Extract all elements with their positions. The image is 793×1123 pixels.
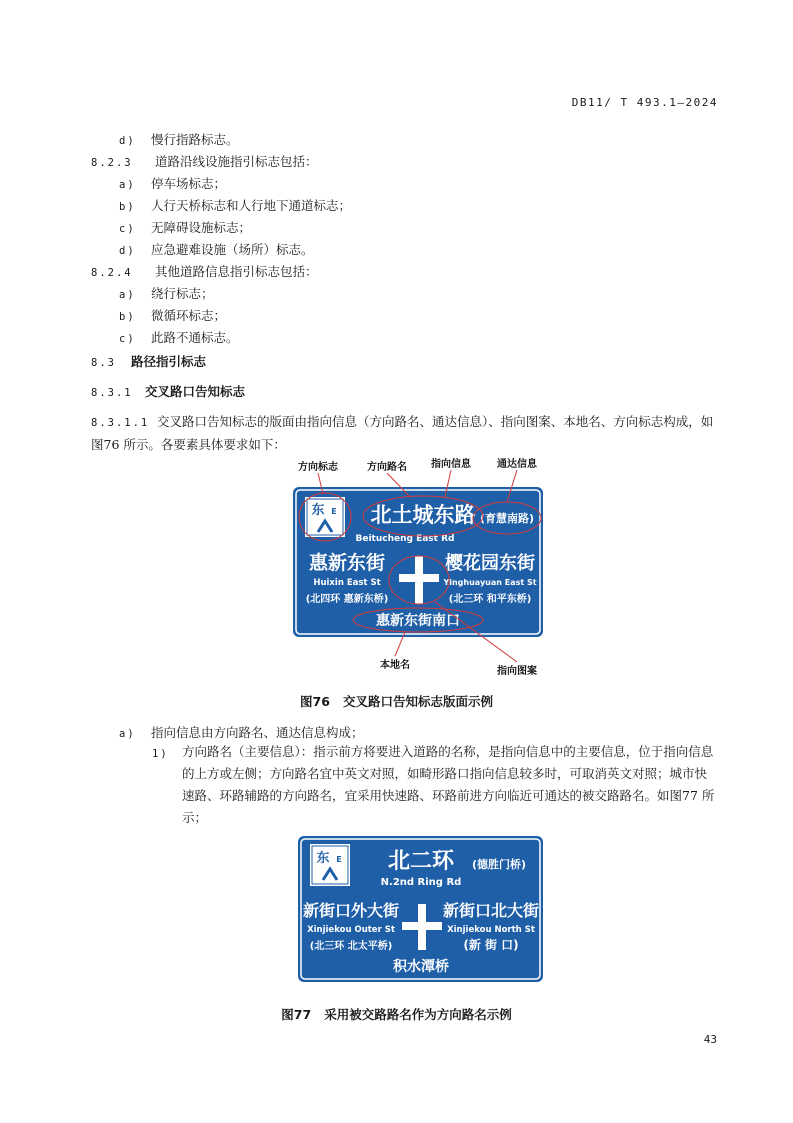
list-marker: b) bbox=[119, 311, 136, 323]
direction-cn: 东 bbox=[316, 851, 330, 866]
clause-8-3-1-1 bbox=[91, 411, 719, 456]
figure-76-sign-diagram bbox=[285, 452, 555, 682]
list-marker: a) bbox=[119, 728, 136, 740]
list-marker: b) bbox=[119, 201, 136, 213]
callout-local-name: 本地名 bbox=[380, 660, 410, 671]
right-road-cn: 新街口北大街 bbox=[442, 901, 540, 920]
section-number: 8.3.1 bbox=[91, 387, 133, 399]
caption-number: 图76 bbox=[300, 694, 330, 709]
callout-direction-road: 方向路名 bbox=[367, 462, 407, 473]
clause-8-2-4 bbox=[91, 262, 318, 280]
left-road-paren: (北三环 北太平桥) bbox=[309, 941, 393, 952]
right-road-en: Xinjiekou North St bbox=[447, 925, 535, 935]
list-item bbox=[119, 196, 351, 214]
clause-number: 8.3.1.1 bbox=[91, 417, 150, 429]
callout-direction-sign: 方向标志 bbox=[298, 462, 338, 473]
callout-pointing-pattern: 指向图案 bbox=[497, 666, 537, 677]
left-road-cn: 新街口外大街 bbox=[302, 901, 400, 920]
left-road-en: Huixin East St bbox=[313, 578, 381, 588]
list-marker: d) bbox=[119, 135, 136, 147]
list-text: 慢行指路标志。 bbox=[151, 132, 239, 147]
right-road-paren: (新 街 口) bbox=[463, 938, 519, 952]
clause-text: 道路沿线设施指引标志包括： bbox=[155, 154, 318, 169]
top-road-en: N.2nd Ring Rd bbox=[380, 877, 462, 888]
list-item bbox=[119, 218, 251, 236]
list-marker: a) bbox=[119, 179, 136, 191]
section-title: 交叉路口告知标志 bbox=[145, 384, 246, 399]
list-marker: a) bbox=[119, 289, 136, 301]
right-road-en: Yinghuayuan East St bbox=[443, 578, 537, 587]
section-heading-8-3 bbox=[91, 352, 206, 370]
clause-8-2-3 bbox=[91, 152, 318, 170]
left-road-en: Xinjiekou Outer St bbox=[307, 925, 395, 935]
list-item bbox=[119, 174, 226, 192]
caption-text: 交叉路口告知标志版面示例 bbox=[342, 694, 493, 709]
callout-pointing-info: 指向信息 bbox=[431, 459, 471, 470]
clause-number: 8.2.3 bbox=[91, 157, 133, 169]
list-text: 停车场标志； bbox=[151, 176, 227, 191]
top-road-cn: 北土城东路 bbox=[370, 503, 476, 527]
figure-76-caption bbox=[0, 692, 793, 710]
list-text: 此路不通标志。 bbox=[151, 330, 239, 345]
figure-77-sign-diagram bbox=[296, 834, 546, 984]
list-item bbox=[119, 130, 239, 148]
caption-number: 图77 bbox=[281, 1007, 312, 1022]
local-name: 积水潭桥 bbox=[393, 959, 449, 975]
caption-text: 采用被交路路名作为方向路名示例 bbox=[324, 1007, 512, 1022]
direction-en: E bbox=[331, 507, 337, 516]
list-text: 绕行标志； bbox=[151, 286, 214, 301]
top-road-cn: 北二环 bbox=[387, 849, 455, 874]
section-title: 路径指引标志 bbox=[131, 354, 207, 369]
clause-number: 8.2.4 bbox=[91, 267, 133, 279]
direction-en: E bbox=[336, 855, 342, 864]
sub-item-marker: 1) bbox=[152, 748, 169, 760]
list-item bbox=[119, 328, 239, 346]
page-number: 43 bbox=[703, 1033, 717, 1046]
top-road-paren: (德胜门桥) bbox=[471, 858, 527, 871]
top-road-en: Beitucheng East Rd bbox=[355, 534, 455, 544]
list-text: 无障碍设施标志； bbox=[151, 220, 252, 235]
list-item bbox=[119, 240, 314, 258]
right-road-paren: (北三环 和平东桥) bbox=[448, 594, 532, 605]
list-marker: c) bbox=[119, 333, 136, 345]
list-marker: c) bbox=[119, 223, 136, 235]
top-road-paren: (育慧南路) bbox=[479, 512, 535, 525]
direction-cn: 东 bbox=[311, 503, 325, 518]
clause-text: 其他道路信息指引标志包括： bbox=[155, 264, 318, 279]
doc-code-header: DB11/ T 493.1—2024 bbox=[571, 96, 718, 109]
section-number: 8.3 bbox=[91, 357, 116, 369]
list-item bbox=[119, 306, 226, 324]
list-item bbox=[119, 723, 364, 741]
left-road-cn: 惠新东街 bbox=[308, 552, 386, 574]
list-item bbox=[119, 284, 214, 302]
clause-text: 交叉路口告知标志的版面由指向信息（方向路名、通达信息）、指向图案、本地名、方向标志构成，如图76 所示。各要素具体要求如下： bbox=[91, 414, 714, 452]
sub-item-text: 方向路名（主要信息）：指示前方将要进入道路的名称，是指向信息中的主要信息，位于指向信息的上方或左侧；方向路名宜中英文对照，如畸形路口指向信息较多时，可取消英文对照；城市快速路、环路辅路的方向路名，宜采用快速路、环路前进方向临近可通达的被交路路名。如图77 所示； bbox=[182, 744, 715, 825]
callout-reach-info: 通达信息 bbox=[497, 459, 537, 470]
cross-vertical bbox=[418, 904, 426, 950]
list-text: 人行天桥标志和人行地下通道标志； bbox=[151, 198, 352, 213]
right-road-cn: 樱花园东街 bbox=[445, 553, 535, 574]
figure-77-caption bbox=[0, 1005, 793, 1023]
local-name: 惠新东街南口 bbox=[376, 613, 460, 629]
list-text: 应急避难设施（场所）标志。 bbox=[151, 242, 314, 257]
section-heading-8-3-1 bbox=[91, 382, 245, 400]
list-marker: d) bbox=[119, 245, 136, 257]
list-text: 指向信息由方向路名、通达信息构成； bbox=[151, 725, 364, 740]
list-text: 微循环标志； bbox=[151, 308, 227, 323]
cross-vertical bbox=[415, 556, 423, 604]
left-road-paren: (北四环 惠新东桥) bbox=[305, 594, 389, 605]
